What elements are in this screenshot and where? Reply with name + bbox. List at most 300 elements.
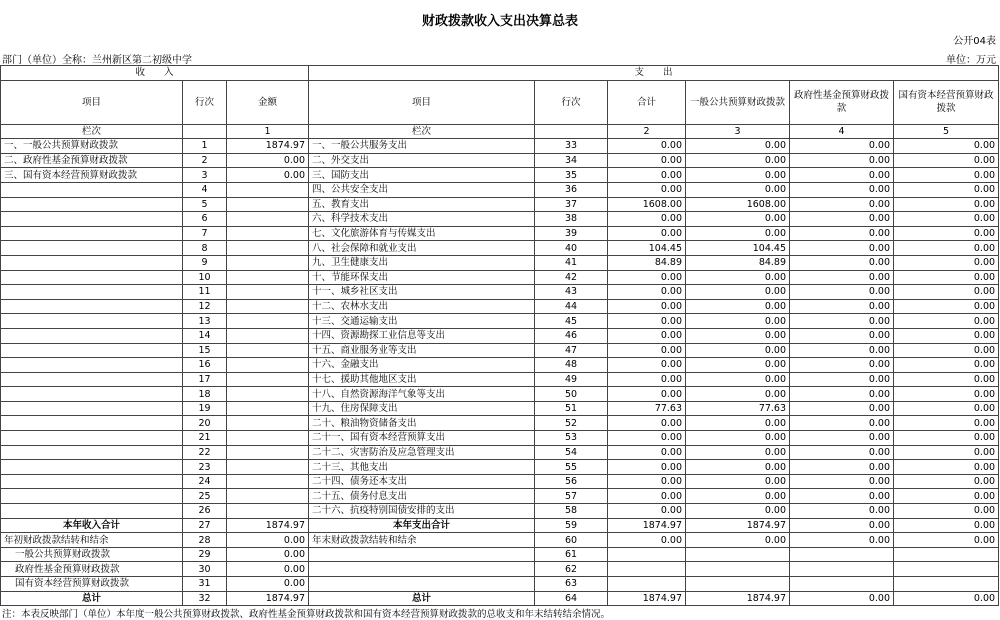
table-row	[1, 212, 999, 227]
expense-item: 二、外交支出	[309, 153, 535, 168]
income-amount: 0.00	[227, 533, 309, 548]
income-amount	[227, 299, 309, 314]
table-row	[1, 387, 999, 402]
income-item	[1, 387, 183, 402]
unit-label: 单位：万元	[946, 55, 996, 66]
state-capital-amount: 0.00	[894, 358, 999, 373]
total-amount: 0.00	[608, 460, 686, 475]
income-item	[1, 314, 183, 329]
table-row	[1, 591, 999, 606]
state-capital-amount: 0.00	[894, 197, 999, 212]
income-amount	[227, 182, 309, 197]
table-row	[1, 416, 999, 431]
expense-item: 二十二、灾害防治及应急管理支出	[309, 445, 535, 460]
state-capital-amount	[894, 577, 999, 592]
income-item	[1, 460, 183, 475]
general-budget-amount: 0.00	[686, 328, 790, 343]
state-capital-amount: 0.00	[894, 460, 999, 475]
general-budget-amount: 104.45	[686, 241, 790, 256]
expense-line: 39	[535, 226, 608, 241]
table-row	[1, 518, 999, 533]
expense-line: 59	[535, 518, 608, 533]
expense-header: 支 出	[309, 66, 999, 81]
income-amount: 0.00	[227, 562, 309, 577]
table-row	[1, 547, 999, 562]
expense-line: 54	[535, 445, 608, 460]
expense-item: 十一、城乡社区支出	[309, 285, 535, 300]
expense-line: 35	[535, 168, 608, 183]
expense-line: 40	[535, 241, 608, 256]
general-budget-amount: 84.89	[686, 255, 790, 270]
gov-fund-amount: 0.00	[790, 445, 894, 460]
expense-item	[309, 562, 535, 577]
total-amount: 0.00	[608, 416, 686, 431]
income-amount	[227, 504, 309, 519]
general-budget-amount: 0.00	[686, 533, 790, 548]
general-budget-amount: 0.00	[686, 285, 790, 300]
income-amount	[227, 343, 309, 358]
state-capital-amount	[894, 562, 999, 577]
state-capital-amount: 0.00	[894, 387, 999, 402]
general-budget-amount: 0.00	[686, 445, 790, 460]
expense-line: 50	[535, 387, 608, 402]
general-budget-amount: 0.00	[686, 431, 790, 446]
income-line: 18	[183, 387, 227, 402]
income-line: 20	[183, 416, 227, 431]
income-item	[1, 226, 183, 241]
state-capital-amount: 0.00	[894, 343, 999, 358]
income-line: 22	[183, 445, 227, 460]
table-row	[1, 168, 999, 183]
income-line: 25	[183, 489, 227, 504]
state-capital-amount: 0.00	[894, 372, 999, 387]
department-name: 部门（单位）全称：兰州新区第二初级中学	[2, 55, 192, 66]
table-row	[1, 431, 999, 446]
income-item	[1, 504, 183, 519]
table-row	[1, 533, 999, 548]
state-capital-amount: 0.00	[894, 518, 999, 533]
income-line: 8	[183, 241, 227, 256]
state-capital-amount: 0.00	[894, 153, 999, 168]
expense-line-header: 行次	[535, 80, 608, 124]
general-budget-amount: 0.00	[686, 416, 790, 431]
gov-fund-amount: 0.00	[790, 212, 894, 227]
gov-fund-amount: 0.00	[790, 489, 894, 504]
general-budget-amount: 0.00	[686, 270, 790, 285]
expense-item: 四、公共安全支出	[309, 182, 535, 197]
expense-item: 八、社会保障和就业支出	[309, 241, 535, 256]
state-capital-amount: 0.00	[894, 489, 999, 504]
table-row	[1, 197, 999, 212]
income-amount: 1874.97	[227, 591, 309, 606]
column-number: 3	[686, 124, 790, 139]
expense-item: 十九、住房保障支出	[309, 401, 535, 416]
gov-fund-amount: 0.00	[790, 285, 894, 300]
income-item: 三、国有资本经营预算财政拨款	[1, 168, 183, 183]
gov-fund-amount: 0.00	[790, 255, 894, 270]
total-amount: 104.45	[608, 241, 686, 256]
gov-fund-amount: 0.00	[790, 431, 894, 446]
income-line: 3	[183, 168, 227, 183]
income-line: 29	[183, 547, 227, 562]
income-item	[1, 445, 183, 460]
table-row	[1, 577, 999, 592]
income-amount-header: 金额	[227, 80, 309, 124]
table-row	[1, 401, 999, 416]
report-title: 财政拨款收入支出决算总表	[421, 14, 578, 29]
income-item	[1, 182, 183, 197]
expense-item: 二十一、国有资本经营预算支出	[309, 431, 535, 446]
total-amount	[608, 547, 686, 562]
income-line-header: 行次	[183, 80, 227, 124]
total-amount: 0.00	[608, 226, 686, 241]
expense-item	[309, 547, 535, 562]
income-amount: 1874.97	[227, 518, 309, 533]
table-row	[1, 343, 999, 358]
expense-item: 二十五、债务付息支出	[309, 489, 535, 504]
income-amount	[227, 226, 309, 241]
income-amount	[227, 460, 309, 475]
expense-line: 51	[535, 401, 608, 416]
income-line: 31	[183, 577, 227, 592]
expense-item: 十四、资源勘探工业信息等支出	[309, 328, 535, 343]
state-capital-amount: 0.00	[894, 314, 999, 329]
expense-line: 36	[535, 182, 608, 197]
expense-item: 十五、商业服务业等支出	[309, 343, 535, 358]
general-budget-amount	[686, 547, 790, 562]
general-budget-amount: 1874.97	[686, 518, 790, 533]
total-amount: 0.00	[608, 314, 686, 329]
expense-item: 七、文化旅游体育与传媒支出	[309, 226, 535, 241]
gov-fund-amount: 0.00	[790, 197, 894, 212]
income-line: 13	[183, 314, 227, 329]
total-amount: 0.00	[608, 372, 686, 387]
income-item: 一、一般公共预算财政拨款	[1, 139, 183, 154]
total-amount: 0.00	[608, 533, 686, 548]
expense-item: 三、国防支出	[309, 168, 535, 183]
income-item: 总计	[1, 591, 183, 606]
income-amount: 0.00	[227, 168, 309, 183]
income-amount	[227, 489, 309, 504]
state-capital-amount: 0.00	[894, 401, 999, 416]
income-item	[1, 328, 183, 343]
total-amount: 0.00	[608, 445, 686, 460]
expense-item: 十二、农林水支出	[309, 299, 535, 314]
expense-line: 52	[535, 416, 608, 431]
table-row	[1, 562, 999, 577]
general-budget-amount: 77.63	[686, 401, 790, 416]
general-budget-amount: 0.00	[686, 343, 790, 358]
total-amount: 1608.00	[608, 197, 686, 212]
expense-line: 33	[535, 139, 608, 154]
gov-fund-amount: 0.00	[790, 416, 894, 431]
gov-fund-amount	[790, 562, 894, 577]
table-row	[1, 139, 999, 154]
gov-fund-amount: 0.00	[790, 474, 894, 489]
expense-line: 43	[535, 285, 608, 300]
state-capital-amount: 0.00	[894, 533, 999, 548]
total-amount: 0.00	[608, 270, 686, 285]
income-item: 二、政府性基金预算财政拨款	[1, 153, 183, 168]
table-row	[1, 270, 999, 285]
expense-item: 十七、援助其他地区支出	[309, 372, 535, 387]
table-row	[1, 299, 999, 314]
income-item: 政府性基金预算财政拨款	[1, 562, 183, 577]
total-amount: 0.00	[608, 153, 686, 168]
income-amount: 1874.97	[227, 139, 309, 154]
income-line: 23	[183, 460, 227, 475]
gov-fund-amount: 0.00	[790, 343, 894, 358]
income-line: 11	[183, 285, 227, 300]
table-row	[1, 153, 999, 168]
general-budget-amount: 0.00	[686, 139, 790, 154]
state-capital-amount: 0.00	[894, 255, 999, 270]
general-budget-amount: 0.00	[686, 153, 790, 168]
expense-item: 本年支出合计	[309, 518, 535, 533]
expense-line: 64	[535, 591, 608, 606]
expense-line: 58	[535, 504, 608, 519]
income-amount: 0.00	[227, 547, 309, 562]
general-budget-amount: 0.00	[686, 299, 790, 314]
total-amount: 0.00	[608, 343, 686, 358]
gov-fund-amount: 0.00	[790, 504, 894, 519]
expense-line: 49	[535, 372, 608, 387]
total-amount	[608, 577, 686, 592]
income-line: 32	[183, 591, 227, 606]
expense-item: 十三、交通运输支出	[309, 314, 535, 329]
state-capital-amount: 0.00	[894, 212, 999, 227]
gov-fund-amount: 0.00	[790, 533, 894, 548]
total-amount: 0.00	[608, 328, 686, 343]
income-item	[1, 372, 183, 387]
total-amount	[608, 562, 686, 577]
income-line: 30	[183, 562, 227, 577]
general-budget-amount	[686, 562, 790, 577]
income-item: 国有资本经营预算财政拨款	[1, 577, 183, 592]
state-capital-amount: 0.00	[894, 285, 999, 300]
expense-item: 二十三、其他支出	[309, 460, 535, 475]
income-amount	[227, 328, 309, 343]
expense-item: 一、一般公共服务支出	[309, 139, 535, 154]
income-item	[1, 358, 183, 373]
general-budget-amount: 0.00	[686, 358, 790, 373]
table-row	[1, 504, 999, 519]
income-item	[1, 299, 183, 314]
table-row	[1, 226, 999, 241]
form-number: 公开04表	[953, 36, 996, 47]
expense-line: 61	[535, 547, 608, 562]
income-amount	[227, 474, 309, 489]
gov-fund-amount: 0.00	[790, 153, 894, 168]
expense-line: 62	[535, 562, 608, 577]
state-capital-amount: 0.00	[894, 416, 999, 431]
gov-fund-amount: 0.00	[790, 168, 894, 183]
income-item	[1, 416, 183, 431]
income-amount	[227, 314, 309, 329]
income-amount	[227, 197, 309, 212]
expense-line: 45	[535, 314, 608, 329]
table-row	[1, 285, 999, 300]
total-amount: 0.00	[608, 431, 686, 446]
income-header: 收 入	[1, 66, 309, 81]
table-row	[1, 460, 999, 475]
expense-line: 53	[535, 431, 608, 446]
income-amount	[227, 372, 309, 387]
income-line: 19	[183, 401, 227, 416]
income-item: 年初财政拨款结转和结余	[1, 533, 183, 548]
general-budget-amount: 0.00	[686, 314, 790, 329]
income-amount	[227, 255, 309, 270]
expense-line: 55	[535, 460, 608, 475]
column-label: 栏次	[309, 124, 535, 139]
income-item	[1, 212, 183, 227]
column-number: 2	[608, 124, 686, 139]
general-budget-amount: 1874.97	[686, 591, 790, 606]
table-row	[1, 328, 999, 343]
income-amount	[227, 431, 309, 446]
state-capital-amount: 0.00	[894, 299, 999, 314]
footnote: 注：本表反映部门（单位）本年度一般公共预算财政拨款、政府性基金预算财政拨款和国有资本经营预算财政拨款的总收支和年末结转结余情况。	[2, 609, 611, 620]
table-row	[1, 255, 999, 270]
gov-fund-amount: 0.00	[790, 270, 894, 285]
state-capital-header: 国有资本经营预算财政拨款	[894, 80, 999, 124]
total-amount: 0.00	[608, 489, 686, 504]
expense-line: 60	[535, 533, 608, 548]
total-amount: 0.00	[608, 139, 686, 154]
state-capital-amount: 0.00	[894, 270, 999, 285]
state-capital-amount: 0.00	[894, 431, 999, 446]
income-item	[1, 343, 183, 358]
expense-item: 十八、自然资源海洋气象等支出	[309, 387, 535, 402]
gov-fund-amount: 0.00	[790, 241, 894, 256]
gov-fund-amount: 0.00	[790, 591, 894, 606]
general-budget-amount: 1608.00	[686, 197, 790, 212]
income-item	[1, 489, 183, 504]
expense-item-header: 项目	[309, 80, 535, 124]
income-item: 一般公共预算财政拨款	[1, 547, 183, 562]
gov-fund-amount: 0.00	[790, 358, 894, 373]
expense-item: 六、科学技术支出	[309, 212, 535, 227]
income-amount	[227, 416, 309, 431]
income-line: 14	[183, 328, 227, 343]
state-capital-amount: 0.00	[894, 474, 999, 489]
income-line: 12	[183, 299, 227, 314]
general-budget-amount: 0.00	[686, 212, 790, 227]
income-line: 5	[183, 197, 227, 212]
income-item: 本年收入合计	[1, 518, 183, 533]
expense-item: 二十、粮油物资储备支出	[309, 416, 535, 431]
total-amount: 0.00	[608, 182, 686, 197]
gov-fund-amount: 0.00	[790, 226, 894, 241]
general-budget-amount: 0.00	[686, 372, 790, 387]
state-capital-amount: 0.00	[894, 241, 999, 256]
general-budget-amount	[686, 577, 790, 592]
gov-fund-amount: 0.00	[790, 372, 894, 387]
state-capital-amount: 0.00	[894, 168, 999, 183]
income-item	[1, 401, 183, 416]
general-budget-amount: 0.00	[686, 460, 790, 475]
gov-fund-amount: 0.00	[790, 139, 894, 154]
income-item	[1, 241, 183, 256]
expense-line: 41	[535, 255, 608, 270]
income-amount	[227, 445, 309, 460]
income-line: 4	[183, 182, 227, 197]
income-item	[1, 285, 183, 300]
income-line: 16	[183, 358, 227, 373]
total-amount: 0.00	[608, 387, 686, 402]
total-amount: 0.00	[608, 168, 686, 183]
income-amount	[227, 387, 309, 402]
table-row	[1, 372, 999, 387]
expense-item: 总计	[309, 591, 535, 606]
income-amount: 0.00	[227, 153, 309, 168]
total-amount: 1874.97	[608, 591, 686, 606]
expense-line: 48	[535, 358, 608, 373]
budget-table	[0, 65, 999, 606]
income-item-header: 项目	[1, 80, 183, 124]
gov-fund-amount: 0.00	[790, 387, 894, 402]
total-amount: 0.00	[608, 212, 686, 227]
table-row	[1, 314, 999, 329]
column-number: 1	[227, 124, 309, 139]
income-line: 7	[183, 226, 227, 241]
general-budget-amount: 0.00	[686, 226, 790, 241]
state-capital-amount: 0.00	[894, 591, 999, 606]
income-amount	[227, 285, 309, 300]
expense-line: 63	[535, 577, 608, 592]
gov-fund-amount: 0.00	[790, 299, 894, 314]
income-line: 24	[183, 474, 227, 489]
table-row	[1, 241, 999, 256]
expense-line: 44	[535, 299, 608, 314]
table-row	[1, 474, 999, 489]
expense-line: 34	[535, 153, 608, 168]
state-capital-amount	[894, 547, 999, 562]
expense-item: 五、教育支出	[309, 197, 535, 212]
total-amount: 0.00	[608, 504, 686, 519]
state-capital-amount: 0.00	[894, 504, 999, 519]
total-amount: 77.63	[608, 401, 686, 416]
state-capital-amount: 0.00	[894, 328, 999, 343]
income-line: 9	[183, 255, 227, 270]
expense-line: 57	[535, 489, 608, 504]
general-budget-amount: 0.00	[686, 504, 790, 519]
general-budget-amount: 0.00	[686, 168, 790, 183]
gov-fund-amount	[790, 577, 894, 592]
income-line: 21	[183, 431, 227, 446]
gov-fund-amount: 0.00	[790, 518, 894, 533]
general-budget-amount: 0.00	[686, 489, 790, 504]
expense-item	[309, 577, 535, 592]
income-item	[1, 270, 183, 285]
income-line: 15	[183, 343, 227, 358]
expense-item: 十六、金融支出	[309, 358, 535, 373]
income-line: 17	[183, 372, 227, 387]
gov-fund-amount: 0.00	[790, 401, 894, 416]
expense-line: 56	[535, 474, 608, 489]
income-line: 6	[183, 212, 227, 227]
total-amount: 84.89	[608, 255, 686, 270]
expense-item: 年末财政拨款结转和结余	[309, 533, 535, 548]
total-amount: 0.00	[608, 474, 686, 489]
total-amount: 0.00	[608, 285, 686, 300]
expense-line: 46	[535, 328, 608, 343]
total-amount: 1874.97	[608, 518, 686, 533]
general-budget-header: 一般公共预算财政拨款	[686, 80, 790, 124]
expense-item: 二十四、债务还本支出	[309, 474, 535, 489]
expense-item: 九、卫生健康支出	[309, 255, 535, 270]
gov-fund-amount: 0.00	[790, 460, 894, 475]
